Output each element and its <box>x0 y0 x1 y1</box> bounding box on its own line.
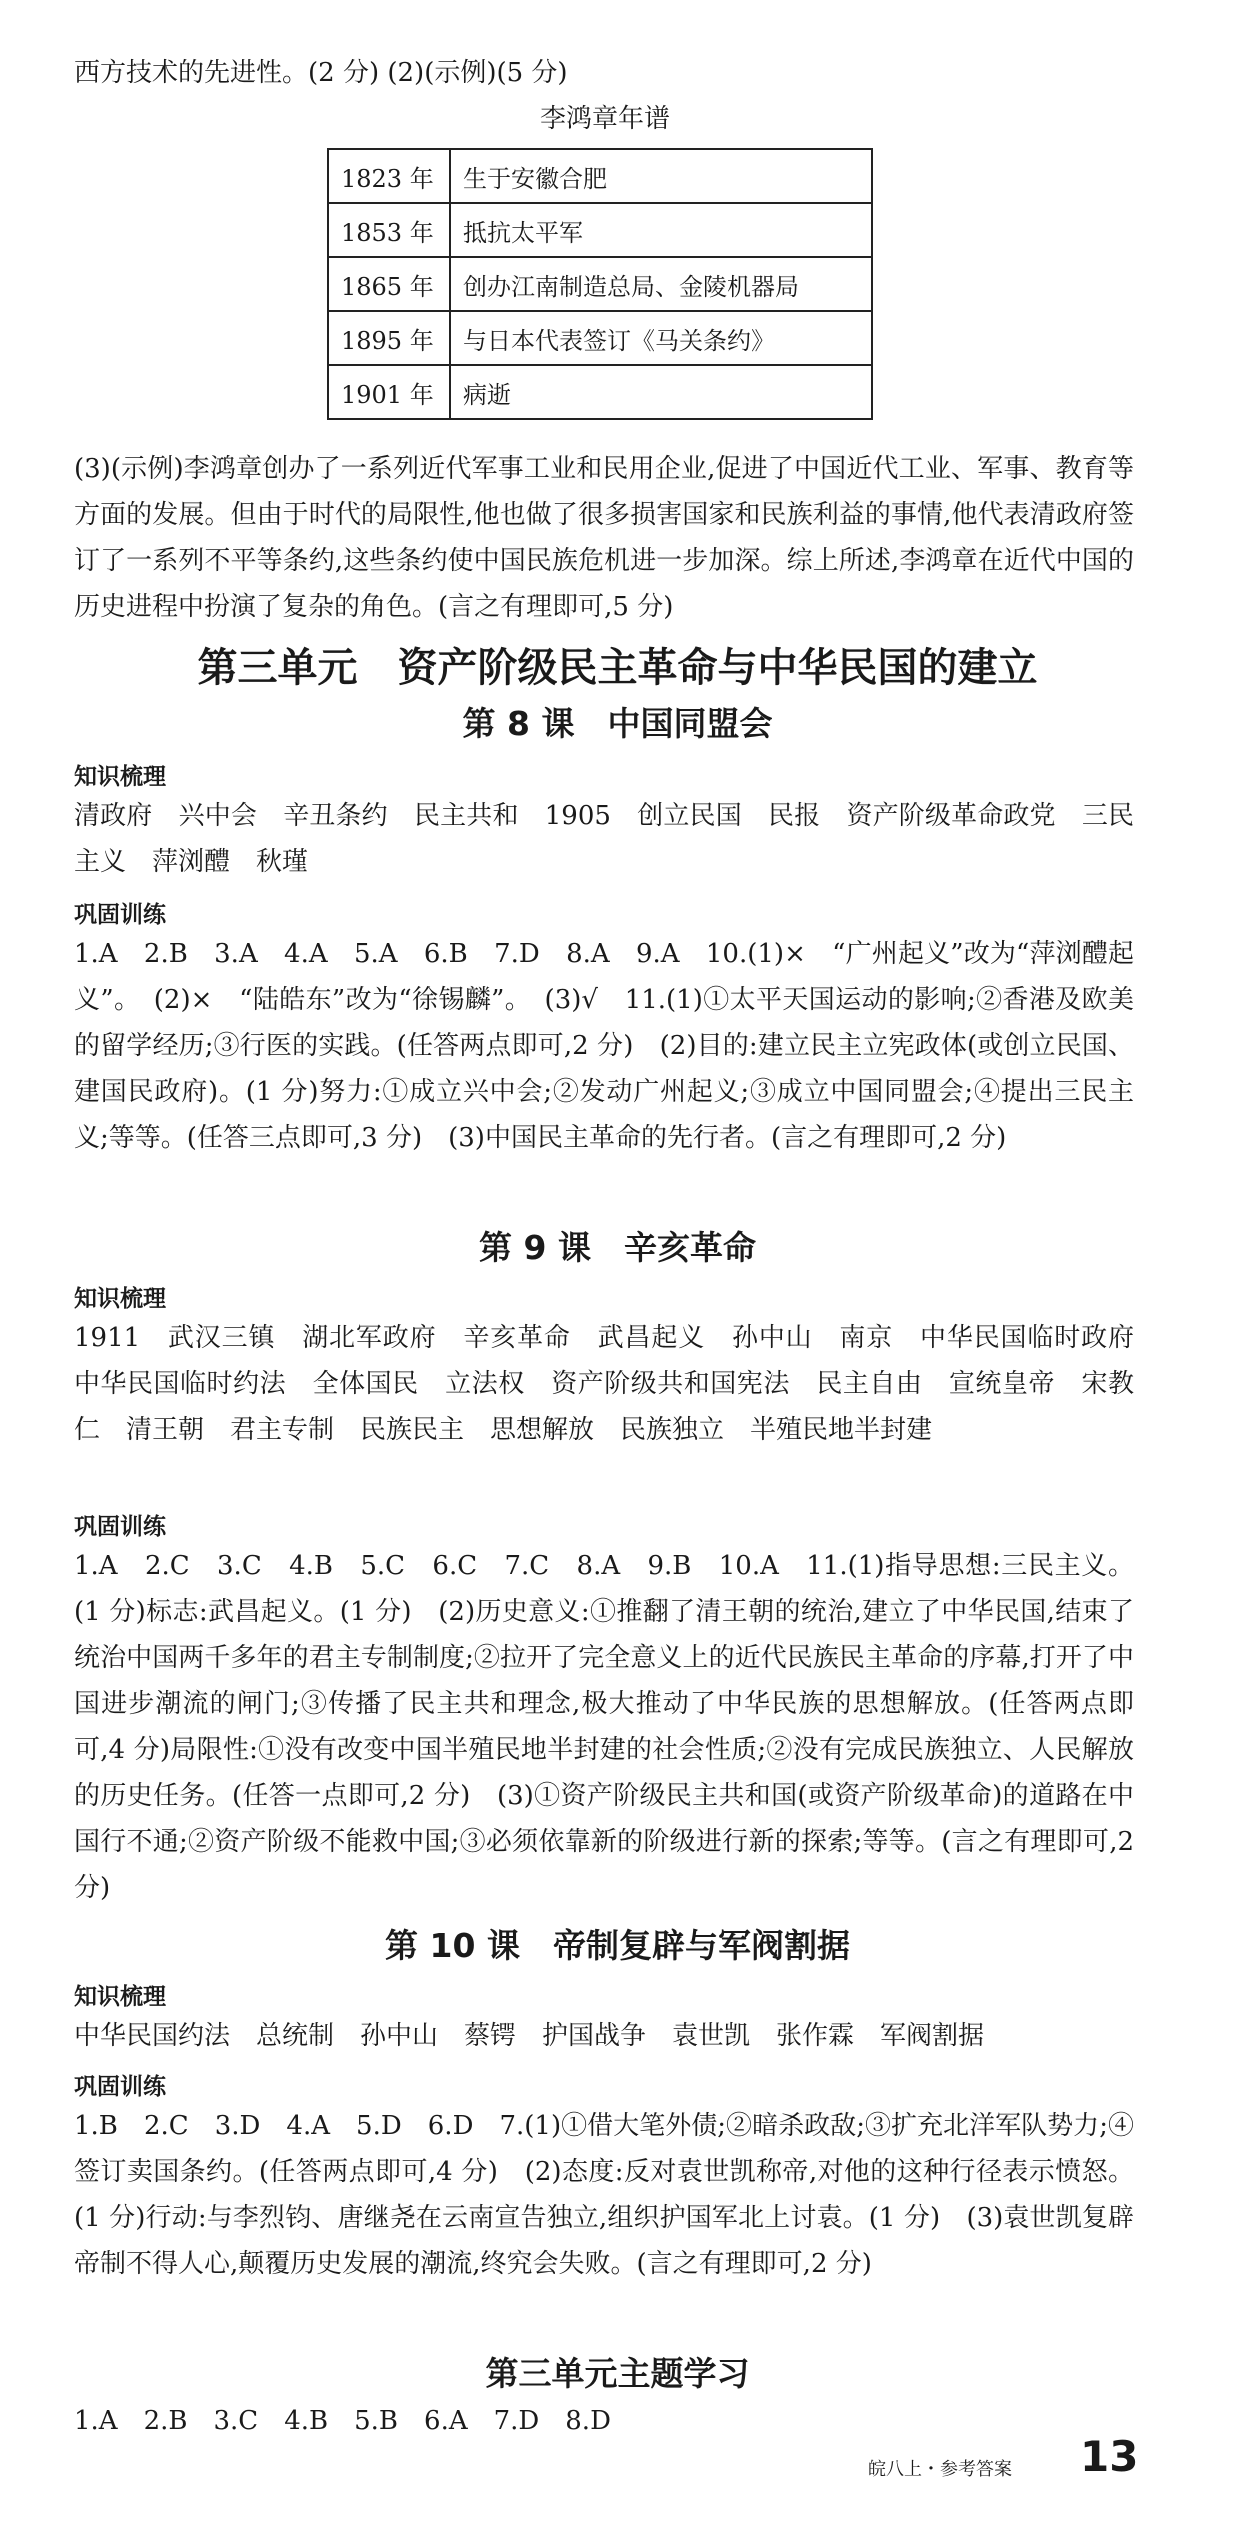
event-cell: 病逝 <box>450 365 872 419</box>
lesson-9-title: 第 9 课 辛亥革命 <box>479 1228 756 1267</box>
lesson-10-practice-heading: 巩固训练 <box>74 2074 166 2100</box>
q3-answer: (3)(示例)李鸿章创办了一系列近代军事工业和民用企业,促进了中国近代工业、军事、教育等方面的发展。但由于时代的局限性,他也做了很多损害国家和民族利益的事情,他代表清政府签订了一系列不平等条约,这些条约使中国民族危机进一步加深。综上所述,李鸿章在近代中国的历史进程中扮演了复杂的角色。(言之有理即可,5 分) <box>74 454 1134 622</box>
table-caption: 李鸿章年谱 <box>540 104 671 134</box>
lesson-9-knowledge-heading: 知识梳理 <box>74 1286 166 1312</box>
lesson-9-practice-heading: 巩固训练 <box>74 1514 166 1540</box>
lesson-10-knowledge: 中华民国约法 总统制 孙中山 蔡锷 护国战争 袁世凯 张作霖 军阀割据 <box>74 2021 985 2051</box>
theme-study-answers: 1.A 2.B 3.C 4.B 5.B 6.A 7.D 8.D <box>74 2406 611 2436</box>
event-cell: 创办江南制造总局、金陵机器局 <box>450 257 872 311</box>
lesson-8-practice: 1.A 2.B 3.A 4.A 5.A 6.B 7.D 8.A 9.A 10.(1)× “广州起义”改为“萍浏醴起义”。 (2)× “陆皓东”改为“徐锡麟”。 (3)√ 11.(1)①太平天国运动的影响;②香港及欧美的留学经历;③行医的实践。(任答两点即可,2 分) (2)目的:建立民主立宪政体(或创立民国、建国民政府)。(1 分)努力:①成立兴中会;②发动广州起义;③成立中国同盟会;④提出三民主义;等等。(任答三点即可,3 分) (3)中国民主革命的先行者。(言之有理即可,2 分) <box>74 939 1134 1153</box>
theme-study-title: 第三单元主题学习 <box>485 2354 750 2393</box>
intro-line: 西方技术的先进性。(2 分) (2)(示例)(5 分) <box>74 58 568 88</box>
year-cell: 1823 年 <box>328 149 450 203</box>
lesson-9-knowledge: 1911 武汉三镇 湖北军政府 辛亥革命 武昌起义 孙中山 南京 中华民国临时政府 中华民国临时约法 全体国民 立法权 资产阶级共和国宪法 民主自由 宣统皇帝 宋教仁 清王朝 君主专制 民族民主 思想解放 民族独立 半殖民地半封建 <box>74 1323 1161 1445</box>
event-cell: 与日本代表签订《马关条约》 <box>450 311 872 365</box>
table-row <box>328 149 872 203</box>
event-cell: 抵抗太平军 <box>450 203 872 257</box>
lesson-8-practice-heading: 巩固训练 <box>74 902 166 928</box>
event-cell: 生于安徽合肥 <box>450 149 872 203</box>
lesson-10-knowledge-heading: 知识梳理 <box>74 1984 166 2010</box>
li-hongzhang-chronology-table <box>327 148 873 420</box>
page-number: 13 <box>1080 2432 1139 2481</box>
lesson-9-practice: 1.A 2.C 3.C 4.B 5.C 6.C 7.C 8.A 9.B 10.A 11.(1)指导思想:三民主义。(1 分)标志:武昌起义。(1 分) (2)历史意义:①推翻了清王朝的统治,建立了中华民国,结束了统治中国两千多年的君主专制制度;②拉开了完全意义上的近代民族民主革命的序幕,打开了中国进步潮流的闸门;③传播了民主共和理念,极大推动了中华民族的思想解放。(任答两点即可,4 分)局限性:①没有改变中国半殖民地半封建的社会性质;②没有完成民族独立、人民解放的历史任务。(任答一点即可,2 分) (3)①资产阶级民主共和国(或资产阶级革命)的道路在中国行不通;②资产阶级不能救中国;③必须依靠新的阶级进行新的探索;等等。(言之有理即可,2 分) <box>74 1551 1134 1903</box>
table-row <box>328 311 872 365</box>
year-cell: 1895 年 <box>328 311 450 365</box>
table-row <box>328 257 872 311</box>
year-cell: 1853 年 <box>328 203 450 257</box>
lesson-8-knowledge-heading: 知识梳理 <box>74 764 166 790</box>
year-cell: 1865 年 <box>328 257 450 311</box>
footer-label: 皖八上・参考答案 <box>868 2459 1012 2480</box>
table-row <box>328 203 872 257</box>
lesson-10-title: 第 10 课 帝制复辟与军阀割据 <box>385 1926 850 1965</box>
unit-title: 第三单元 资产阶级民主革命与中华民国的建立 <box>197 645 1038 691</box>
year-cell: 1901 年 <box>328 365 450 419</box>
lesson-10-practice: 1.B 2.C 3.D 4.A 5.D 6.D 7.(1)①借大笔外债;②暗杀政敌;③扩充北洋军队势力;④签订卖国条约。(任答两点即可,4 分) (2)态度:反对袁世凯称帝,对他的这种行径表示愤怒。(1 分)行动:与李烈钧、唐继尧在云南宣告独立,组织护国军北上讨袁。(1 分) (3)袁世凯复辟帝制不得人心,颠覆历史发展的潮流,终究会失败。(言之有理即可,2 分) <box>74 2111 1134 2279</box>
lesson-8-knowledge: 清政府 兴中会 辛丑条约 民主共和 1905 创立民国 民报 资产阶级革命政党 三民主义 萍浏醴 秋瑾 <box>74 801 1134 877</box>
lesson-8-title: 第 8 课 中国同盟会 <box>462 704 773 743</box>
table-row <box>328 365 872 419</box>
